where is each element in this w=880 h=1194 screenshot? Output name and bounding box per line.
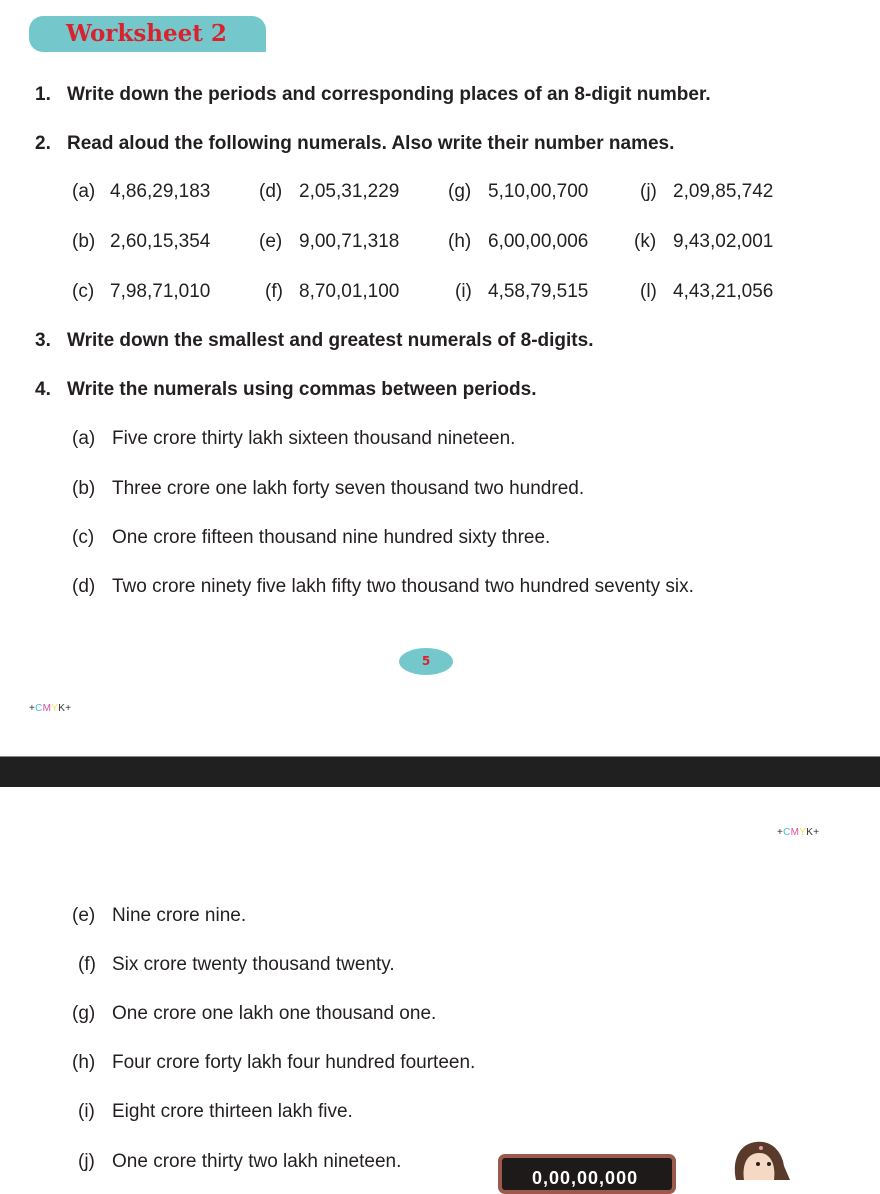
cmyk-k: K (806, 827, 814, 838)
item-label: (a) (72, 428, 96, 449)
question-text: Read aloud the following numerals. Also write their number names. (67, 133, 675, 154)
cmyk-y: Y (51, 703, 59, 714)
item-label: (g) (448, 181, 472, 202)
numeral-item (634, 231, 773, 253)
question-number: 4. (35, 379, 51, 400)
cmyk-y: Y (799, 827, 807, 838)
number-name-item (72, 576, 694, 598)
numeral-value: 2,09,85,742 (673, 181, 774, 202)
question-number: 2. (35, 133, 51, 154)
plus-mark: + (29, 703, 36, 714)
number-name-item (78, 954, 395, 976)
number-display-board (498, 1154, 676, 1194)
item-label: (j) (78, 1151, 95, 1172)
numeral-item (455, 281, 588, 303)
cmyk-m: M (790, 827, 800, 838)
numeral-value: 2,60,15,354 (110, 231, 211, 252)
item-label: (a) (72, 181, 96, 202)
numeral-value: 4,58,79,515 (488, 281, 589, 302)
cmyk-registration-mark (29, 703, 71, 714)
question-4 (35, 379, 537, 401)
cmyk-k: K (58, 703, 66, 714)
cmyk-c: C (35, 703, 43, 714)
numeral-value: 4,86,29,183 (110, 181, 211, 202)
cmyk-m: M (42, 703, 52, 714)
question-1 (35, 84, 711, 106)
number-name-text: One crore fifteen thousand nine hundred sixty three. (112, 527, 551, 548)
plus-mark: + (65, 703, 72, 714)
number-name-text: One crore one lakh one thousand one. (112, 1003, 437, 1024)
numeral-item (265, 281, 399, 303)
number-name-text: Four crore forty lakh four hundred fourteen. (112, 1052, 476, 1073)
item-label: (d) (259, 181, 283, 202)
question-text: Write down the periods and corresponding places of an 8-digit number. (67, 84, 711, 105)
item-label: (j) (640, 181, 657, 202)
item-label: (e) (259, 231, 283, 252)
number-name-text: One crore thirty two lakh nineteen. (112, 1151, 402, 1172)
cmyk-registration-mark (777, 827, 819, 838)
numeral-item (72, 281, 210, 303)
number-name-text: Eight crore thirteen lakh five. (112, 1101, 353, 1122)
item-label: (h) (448, 231, 472, 252)
worksheet-title: Worksheet 2 (66, 20, 227, 47)
number-name-item (72, 428, 515, 450)
item-label: (f) (78, 954, 96, 975)
numeral-item (259, 231, 399, 253)
numeral-value: 8,70,01,100 (299, 281, 400, 302)
numeral-value: 5,10,00,700 (488, 181, 589, 202)
question-2 (35, 133, 674, 155)
girl-illustration-icon (728, 1140, 798, 1180)
item-label: (i) (78, 1101, 95, 1122)
page-divider (0, 756, 880, 788)
number-name-text: Two crore ninety five lakh fifty two thousand two hundred seventy six. (112, 576, 694, 597)
item-label: (h) (72, 1052, 96, 1073)
number-name-text: Five crore thirty lakh sixteen thousand nineteen. (112, 428, 516, 449)
numeral-value: 4,43,21,056 (673, 281, 774, 302)
question-number: 3. (35, 330, 51, 351)
numeral-item (72, 231, 210, 253)
numeral-item (448, 181, 588, 203)
numeral-value: 9,00,71,318 (299, 231, 400, 252)
display-value: 0,00,00,000 (532, 1168, 639, 1188)
numeral-item (640, 281, 773, 303)
number-name-text: Nine crore nine. (112, 905, 247, 926)
numeral-value: 9,43,02,001 (673, 231, 774, 252)
item-label: (b) (72, 231, 96, 252)
item-label: (l) (640, 281, 657, 302)
question-number: 1. (35, 84, 51, 105)
number-name-item (78, 1151, 401, 1173)
number-name-item (78, 1101, 353, 1123)
numeral-value: 2,05,31,229 (299, 181, 400, 202)
number-name-item (72, 1003, 436, 1025)
item-label: (i) (455, 281, 472, 302)
item-label: (e) (72, 905, 96, 926)
item-label: (c) (72, 281, 95, 302)
numeral-item (259, 181, 399, 203)
item-label: (d) (72, 576, 96, 597)
cmyk-c: C (783, 827, 791, 838)
item-label: (b) (72, 478, 96, 499)
item-label: (f) (265, 281, 283, 302)
plus-mark: + (813, 827, 820, 838)
item-label: (g) (72, 1003, 96, 1024)
number-name-text: Three crore one lakh forty seven thousand two hundred. (112, 478, 585, 499)
question-3 (35, 330, 593, 352)
number-name-item (72, 527, 550, 549)
plus-mark: + (777, 827, 784, 838)
numeral-item (448, 231, 588, 253)
number-name-item (72, 905, 246, 927)
numeral-value: 6,00,00,006 (488, 231, 589, 252)
numeral-value: 7,98,71,010 (110, 281, 211, 302)
numeral-item (640, 181, 773, 203)
number-name-item (72, 1052, 475, 1074)
number-name-item (72, 478, 584, 500)
item-label: (k) (634, 231, 657, 252)
page-number-badge: 5 (399, 648, 453, 675)
question-text: Write down the smallest and greatest numerals of 8-digits. (67, 330, 594, 351)
number-name-text: Six crore twenty thousand twenty. (112, 954, 395, 975)
numeral-item (72, 181, 210, 203)
item-label: (c) (72, 527, 95, 548)
question-text: Write the numerals using commas between periods. (67, 379, 537, 400)
